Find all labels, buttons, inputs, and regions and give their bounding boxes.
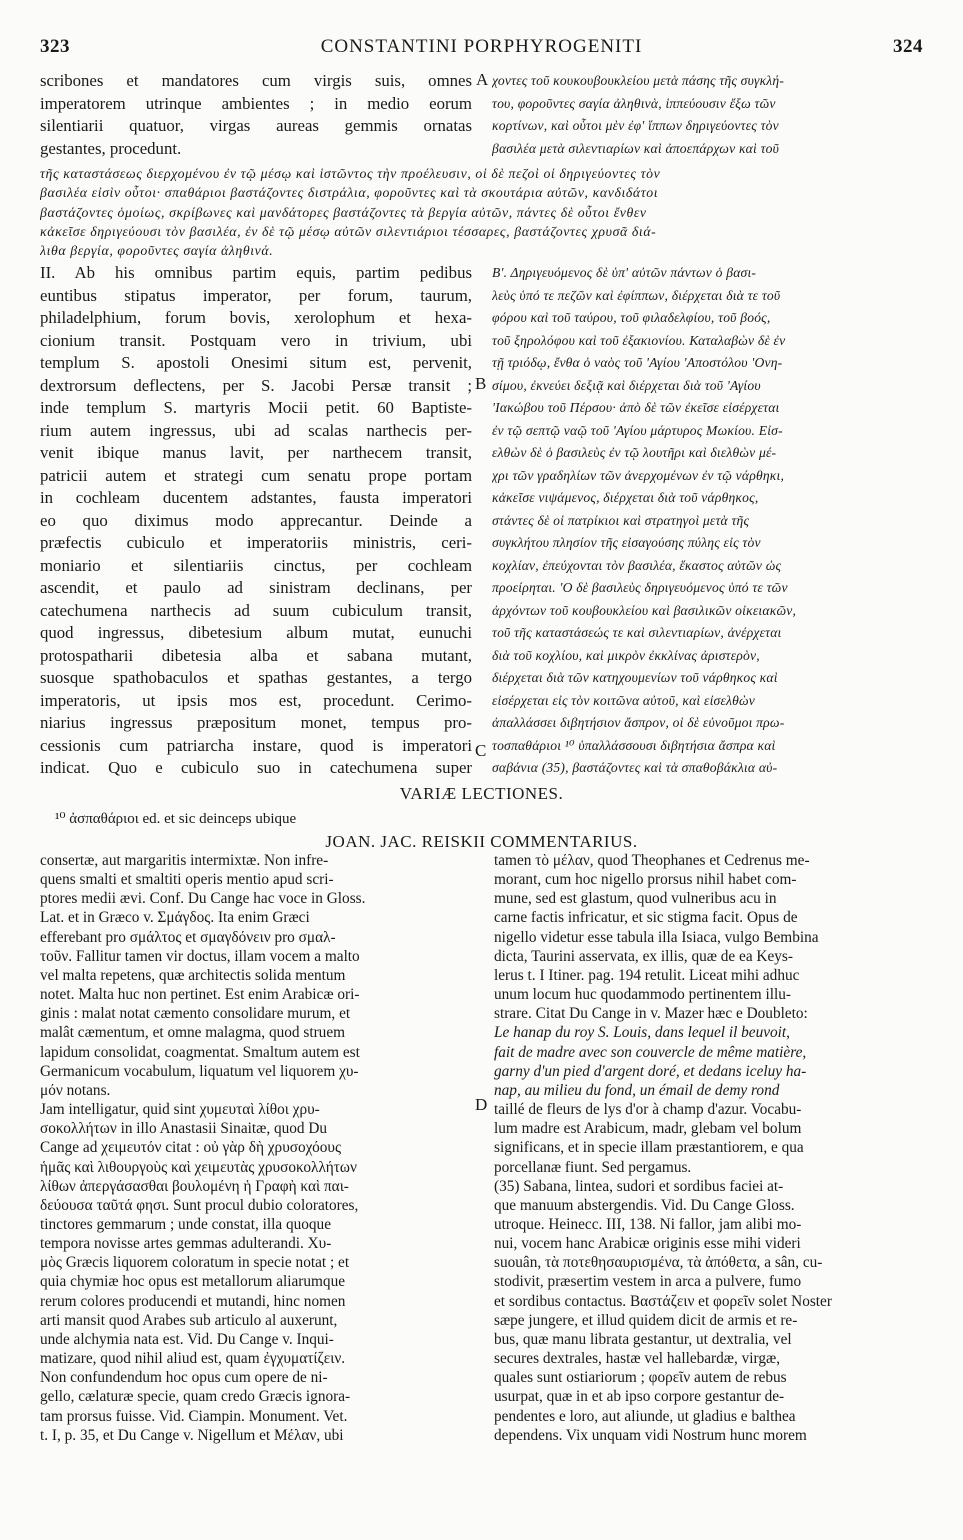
text-line: διὰ τοῦ κοχλίου, καὶ μικρὸν ἐκκλίνας ἀριστερὸν, (492, 647, 760, 663)
text-line: τοῦ ξηρολόφου καὶ τοῦ ἐξακιονίου. Καταλαβὼν δὲ ἐν (492, 332, 786, 348)
text-line: utroque. Heinecc. III, 138. Ni fallor, jam alibi mo- (494, 1215, 802, 1233)
text-line: arti mansit quod Arabes sub articulo al auxerunt, (40, 1311, 338, 1329)
text-line: pendentes e loro, aut aliunde, ut gladius e balthea (494, 1407, 796, 1425)
text-line: porcellanæ fiunt. Sed pergamus. (494, 1158, 692, 1176)
text-line: sæpe jungere, et illud quidem dicit de armis et re- (494, 1311, 798, 1329)
margin-letter-b: B (475, 374, 487, 393)
text-line: et sordibus contactus. Βαστάζειν et φορεῖν solet Noster (494, 1292, 832, 1310)
text-line: στάντες δὲ οἱ πατρίκιοι καὶ στρατηγοὶ μετὰ τῆς (492, 512, 750, 528)
text-line: euntibus stipatus imperator, per forum, taurum, (40, 285, 472, 305)
text-line: τοῦ τῆς καταστάσεώς τε καὶ σιλεντιαρίων, ἀνέρχεται (492, 625, 782, 640)
commentary-left-column (40, 851, 468, 1445)
text-line: scribones et mandatores cum virgis suis, omnes (40, 71, 472, 90)
text-line: lum madre est Arabicum, madr, glebam vel bolum (494, 1120, 802, 1138)
text-line: ἐν τῷ σεπτῷ ναῷ τοῦ 'Αγίου μάρτυρος Μωκίου. Εἰσ- (492, 422, 783, 438)
text-line: bus, quæ manu librata gestantur, ut dextralia, vel (494, 1330, 792, 1348)
text-line: τοῦν. Fallitur tamen vir doctus, illam vocem a malto (40, 947, 360, 965)
text-line: quod ingressus, dibetesium album mutat, eunuchi (40, 623, 472, 642)
text-line: niarius ingressus præpositum monet, tempus pro- (40, 713, 472, 732)
text-line: gestantes, procedunt. (40, 138, 182, 158)
text-line: lerus t. I Itiner. pag. 194 retulit. Liceat mihi adhuc (494, 966, 800, 984)
margin-letter-d: D (475, 1095, 488, 1114)
text-line: λεὺς ὑπό τε πεζῶν καὶ ἐφίππων, διέρχεται διὰ τε τοῦ (492, 287, 781, 303)
commentary-right-column (494, 851, 926, 1445)
text-line: carne factis infricatur, et sic stigma facit. Opus de (494, 909, 798, 927)
text-line: imperatoris, ut ipsis mos est, procedunt. Cerimo- (40, 690, 472, 710)
text-line: venit ibique manus lavit, per narthecem transit, (40, 443, 472, 462)
greek-main-block (492, 262, 932, 780)
text-line: ptores medii ævi. Conf. Du Cange hac voce in Gloss. (40, 890, 366, 908)
text-line: malât cæmentum, et omne malagma, quod struem (40, 1024, 346, 1042)
text-line: rium autem ingressus, ubi ad scalas narthecis per- (40, 420, 472, 440)
text-line: suouân, τὰ ποτεθησαυρισμένα, τὰ ἀπόθετα, a sân, cu- (494, 1254, 823, 1272)
text-line: εἰσέρχεται εἰς τὸν κοιτῶνα αὐτοῦ, καὶ εἰσελθὼν (492, 692, 756, 708)
text-line: Β'. Δηριγευόμενος δὲ ὑπ' αὐτῶν πάντων ὁ βασι- (492, 265, 757, 280)
text-line: vel malta repetens, quæ architectis solida mentum (40, 966, 346, 984)
text-line: indicat. Quo e cubiculo suo in catechumena super (40, 758, 472, 777)
variant-note: ¹⁰ ἀσπαθάριοι ed. et sic deinceps ubique (55, 811, 297, 827)
text-line: ascendit, et paulo ad sinistram declinans, per (40, 578, 472, 597)
text-line: quales sunt ostiariorum ; φορεῖν autem de rebus (494, 1369, 787, 1387)
text-line: χρι τῶν γραδηλίων τῶν ἀνερχομένων ἐν τῷ νάρθηκι, (492, 467, 785, 483)
text-line: protospatharii dibetesia alba et sabana mutant, (40, 645, 472, 665)
text-line: Cange ad χειμευτόν citat : οὐ γὰρ δὴ χρυσοχόους (40, 1139, 342, 1157)
text-line: moniario et silentiariis cinctus, per cochleam (40, 555, 472, 575)
text-line: patricii autem et strategi cum senatu prope portam (40, 465, 472, 485)
page-number-right: 324 (893, 36, 923, 57)
text-line: χοντες τοῦ κουκουβουκλείου μετὰ πάσης τῆς συγκλή- (492, 73, 785, 88)
text-line: μὸς Græcis liquorem coloratum in specie notat ; et (40, 1254, 350, 1272)
text-line: βασιλέα εἰσὶν οὗτοι· σπαθάριοι βαστάζοντες διστράλια, φοροῦντες καὶ τὰ σκουτάρια αὐτῶν, κανδιδάτοι (40, 185, 659, 201)
text-line: imperatorem utrinque ambientes ; in medio eorum (40, 93, 472, 113)
text-line: que manuum abstergendis. Vid. Du Cange Gloss. (494, 1196, 795, 1214)
text-line: κἀκεῖσε νιψάμενος, διέρχεται διὰ τοῦ νάρθηκος, (492, 490, 759, 505)
text-line: efferebant pro σμάλτος et σμαγδόνειν pro σμαλ- (40, 928, 336, 946)
text-line: tamen τὸ μέλαν, quod Theophanes et Cedrenus me- (494, 852, 810, 869)
text-line: inde templum S. martyris Mocii petit. 60 Baptiste- (40, 398, 472, 417)
text-line: silentiarii quatuor, virgas aureas gemmis ornatas (40, 116, 472, 135)
text-line: του, φοροῦντες σαγία ἀληθινὰ, ἱππεύουσιν ἔξω τῶν (492, 95, 776, 111)
text-line: eo quo diximus modo apprecantur. Deinde a (40, 510, 472, 530)
text-line: βαστάζοντες ὁμοίως, σκρίβωνες καὶ μανδάτορες βαστάζοντες τὰ βεργία αὐτῶν, πάντες δὲ οὗτοι ἔνθεν (40, 204, 647, 220)
text-line: gello, cælaturæ specie, quam credo Græcis ignora- (40, 1388, 351, 1406)
text-line: συγκλήτου πλησίον τῆς εἰσαγούσης πύλης εἰς τὸν (492, 535, 761, 550)
text-line: ελθὼν δὲ ὁ βασιλεὺς ἐν τῷ λουτῆρι καὶ διελθὼν μέ- (492, 445, 777, 460)
text-line: secures dextrales, hastæ vel hallebardæ, virgæ, (494, 1350, 781, 1368)
margin-letter-a: A (476, 70, 489, 89)
text-line: τῆς καταστάσεως διερχομένου ἐν τῷ μέσῳ καὶ ἱστῶντος τὴν προέλευσιν, οἱ δὲ πεζοὶ οἱ δηριγεύοντες τὸν (40, 166, 661, 181)
commentary-heading: JOAN. JAC. REISKII COMMENTARIUS. (325, 832, 638, 851)
text-line: rerum colores producendi et mutandi, hinc nomen (40, 1292, 346, 1310)
text-line: quens smalti et smaltiti operis mentio apud scri- (40, 871, 334, 889)
text-line: κορτίνων, καὶ οὗτοι μὲν ἐφ' ἵππων δηριγεύοντες τὸν (492, 118, 779, 133)
running-title: CONSTANTINI PORPHYROGENITI (320, 36, 643, 57)
text-line: 'Ιακώβου τοῦ Πέρσου· ἀπὸ δὲ τῶν ἐκεῖσε εἰσέρχεται (492, 400, 780, 415)
text-line: κοχλίαν, ἐπεύχονται τὸν βασιλέα, ἕκαστος αὐτῶν ὡς (492, 557, 782, 573)
text-line: garny d'un pied d'argent doré, et dedans iceluy ha- (494, 1062, 807, 1080)
text-line: σαβάνια (35), βαστάζοντες καὶ τὰ σπαθοβάκλια αὐ- (492, 760, 778, 775)
text-line: templum S. apostoli Onesimi situm est, pervenit, (40, 353, 472, 372)
text-line: notet. Malta huc non pertinet. Est enim Arabicæ ori- (40, 986, 360, 1004)
text-line: (35) Sabana, lintea, sudori et sordibus faciei at- (494, 1177, 784, 1195)
text-line: nui, vocem hanc Arabicæ originis esse mihi videri (494, 1235, 801, 1253)
text-line: προείρηται. 'Ο δὲ βασιλεὺς δηριγευόμενος ὑπό τε τῶν (492, 580, 788, 595)
text-line: suosque spathobaculos et spathas gestantes, a tergo (40, 668, 472, 687)
text-line: usurpat, quæ in et ab ipso corpore gestantur de- (494, 1388, 785, 1406)
text-line: Jam intelligatur, quid sint χυμευταὶ λίθοι χρυ- (40, 1101, 320, 1119)
text-line: unde alchymia nata est. Vid. Du Cange v. Inqui- (40, 1330, 334, 1348)
text-line: taillé de fleurs de lys d'or à champ d'azur. Vocabu- (494, 1101, 802, 1119)
text-line: lapidum consolidat, coagmentat. Smaltum autem est (40, 1043, 360, 1061)
text-line: δεύουσα ταῦτά φησι. Sunt procul dubio coloratores, (40, 1196, 359, 1214)
variae-lectiones-heading: VARIÆ LECTIONES. (399, 784, 564, 803)
text-line: tam prorsus fuisse. Vid. Ciampin. Monument. Vet. (40, 1407, 348, 1425)
text-line: unum locum huc quodammodo pertinentem illu- (494, 986, 791, 1004)
text-line: λίθων ἀπεργάσασθαι βουλομένη ἡ Γραφὴ καὶ παι- (40, 1177, 349, 1195)
text-line: in cochleam ducentem adstantes, fausta imperatori (40, 488, 472, 507)
text-line: σοκολλήτων in illo Anastasii Sinaitæ, quod Du (40, 1120, 328, 1138)
margin-letter-c: C (475, 741, 487, 760)
text-line: cessionis cum patriarcha instare, quod is imperatori (40, 735, 472, 755)
text-line: significans, et in specie illam præstantiorem, e qua (494, 1139, 804, 1157)
text-line: philadelphium, forum bovis, xerolophum et hexa- (40, 308, 472, 327)
text-line: τῇ τριόδῳ, ἔνθα ὁ ναὸς τοῦ 'Αγίου 'Αποστόλου 'Ονη- (492, 355, 783, 370)
text-line: ginis : malat notat cæmento consolidare murum, et (40, 1005, 351, 1023)
text-line: dicta, Taurini asservata, ex illis, quæ de ea Keys- (494, 947, 793, 965)
text-line: matizare, quod nihil aliud est, quam ἐγχυματίζειν. (40, 1350, 346, 1368)
text-line: τοσπαθάριοι ¹⁰ ὑπαλλάσσουσι διβητήσια ἄσπρα καὶ (492, 737, 776, 753)
text-line: stodivit, præsertim vestem in arca a pulvere, fumo (494, 1273, 802, 1291)
text-line: λιθα βεργία, φοροῦντες σαγία ἀληθινά. (40, 243, 274, 259)
text-line: ἀπαλλάσσει διβητήσιον ἄσπρον, οἱ δὲ εὐνοῦμοι πρω- (492, 715, 785, 730)
text-line: dependens. Vix unquam vidi Nostrum hunc morem (494, 1426, 807, 1444)
text-line: strare. Citat Du Cange in v. Mazer hæc e Doubleto: (494, 1005, 808, 1023)
latin-top-block (40, 70, 472, 160)
text-line: Germanicum vocabulum, liquatum vel liquorem χυ- (40, 1062, 359, 1080)
page-number-left: 323 (40, 36, 70, 57)
text-line: διέρχεται διὰ τῶν κατηχουμενίων τοῦ νάρθηκος καὶ (492, 670, 778, 685)
latin-main-block (40, 262, 472, 780)
greek-top-block (492, 70, 932, 160)
text-line: Lat. et in Græco v. Σμάγδος. Ita enim Græci (40, 909, 310, 927)
text-line: μόν notans. (40, 1081, 111, 1099)
text-line: fait de madre avec son couvercle de même matière, (494, 1043, 807, 1061)
text-line: φόρου καὶ τοῦ ταύρου, τοῦ φιλαδελφίου, τοῦ βοός, (492, 310, 771, 325)
text-line: nigello videtur esse tabula illa Isiaca, vulgo Bembina (494, 928, 819, 946)
text-line: dextrorsum deflectens, per S. Jacobi Persæ transit ; (40, 375, 472, 395)
text-line: ἡμᾶς καὶ λιθουργοὺς καὶ χειμευτὰς χρυσοκολλήτων (40, 1158, 357, 1176)
greek-full-width-block (40, 164, 933, 260)
text-line: quia chymiæ hoc opus est metallorum aliarumque (40, 1273, 346, 1291)
text-line: catechumena narthecis ad suum cubiculum transit, (40, 600, 472, 620)
text-line: morant, cum hoc nigello prorsus nihil habet com- (494, 871, 797, 889)
text-line: σίμου, ἐκνεύει δεξιᾷ καὶ διέρχεται διὰ τοῦ 'Αγίου (492, 377, 761, 393)
running-header (40, 36, 923, 62)
text-line: tinctores gemmarum ; unde constat, illa quoque (40, 1215, 331, 1233)
text-line: cionium transit. Postquam vero in trivium, ubi (40, 330, 472, 350)
text-line: II. Ab his omnibus partim equis, partim pedibus (40, 263, 472, 282)
text-line: βασιλέα μετὰ σιλεντιαρίων καὶ ἀποεπάρχων καὶ τοῦ (492, 140, 780, 156)
text-line: t. I, p. 35, et Du Cange v. Nigellum et Μέλαν, ubi (40, 1426, 344, 1444)
text-line: Le hanap du roy S. Louis, dans lequel il beuvoit, (494, 1024, 791, 1042)
text-line: Non confundendum hoc opus cum opere de ni- (40, 1369, 328, 1387)
text-line: nap, au milieu du fond, un émail de demy rond (494, 1081, 780, 1099)
text-line: præfectis cubiculo et imperatoriis ministris, ceri- (40, 533, 472, 552)
text-line: ἀρχόντων τοῦ κουβουκλείου καὶ βασιλικῶν οἰκειακῶν, (492, 602, 797, 618)
text-line: consertæ, aut margaritis intermixtæ. Non infre- (40, 852, 329, 869)
text-line: tempora novisse artes gemmas adulterandi. Χυ- (40, 1235, 332, 1253)
text-line: κἀκεῖσε δηριγεύουσι τὸν βασιλέα, ἐν δὲ τῷ μέσῳ αὐτῶν σιλεντιάριοι τέσσαρες, βαστάζοντες χρυσᾶ διά- (40, 223, 657, 239)
text-line: mune, sed est glastum, quod vulneribus acu in (494, 890, 777, 908)
